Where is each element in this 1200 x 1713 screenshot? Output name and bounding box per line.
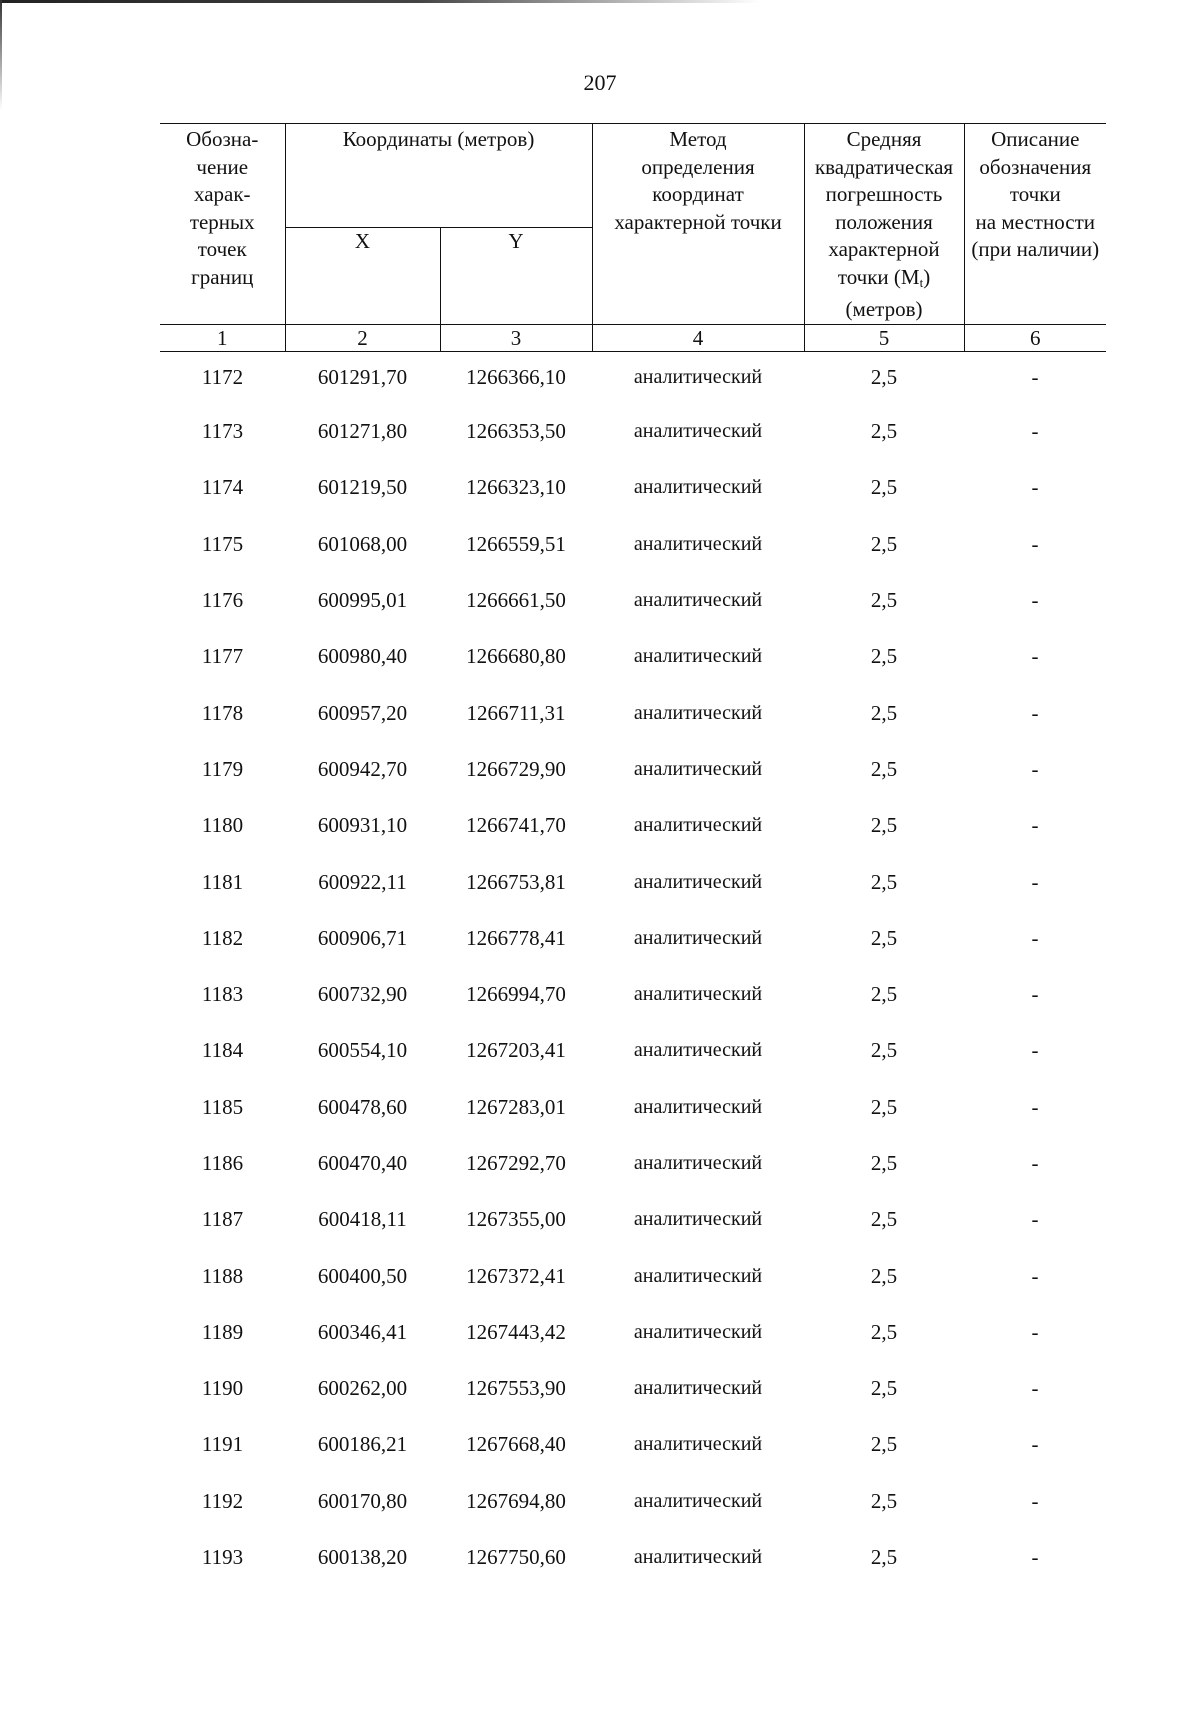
cell-y: 1267443,42	[466, 1319, 566, 1344]
cell-error: 2,5	[870, 925, 898, 950]
cell-x: 600138,20	[317, 1545, 408, 1570]
cell-method: аналитический	[633, 532, 763, 555]
cell-x: 600478,60	[317, 1094, 408, 1119]
table-row	[160, 854, 1106, 910]
cell-method: аналитический	[633, 420, 763, 443]
cell-x: 600732,90	[317, 982, 408, 1007]
cell-y: 1266559,51	[466, 531, 566, 556]
header-line: Метод	[669, 127, 727, 151]
header-line: (метров)	[845, 297, 923, 321]
header-line: (при наличии)	[971, 237, 1100, 261]
cell-x: 600170,80	[317, 1488, 408, 1513]
header-line: характерной точки	[614, 209, 782, 234]
cell-point-id: 1191	[201, 1432, 244, 1457]
column-number: 5	[804, 324, 964, 351]
cell-error: 2,5	[870, 531, 898, 556]
cell-description: -	[1031, 644, 1039, 669]
cell-method: аналитический	[633, 1095, 763, 1118]
cell-method: аналитический	[633, 1039, 763, 1062]
table-row	[160, 685, 1106, 741]
cell-description: -	[1031, 1432, 1039, 1457]
cell-description: -	[1031, 756, 1039, 781]
cell-x: 601271,80	[317, 419, 408, 444]
header-text: точки (M	[837, 264, 920, 289]
cell-error: 2,5	[870, 1038, 898, 1063]
cell-y: 1267750,60	[466, 1545, 566, 1570]
cell-method: аналитический	[633, 1546, 763, 1569]
header-line: на местности	[975, 209, 1095, 234]
cell-y: 1266353,50	[466, 419, 566, 444]
cell-y: 1266729,90	[466, 756, 566, 781]
header-coordinates-group: Координаты (метров)	[285, 124, 592, 228]
cell-description: -	[1031, 1376, 1039, 1401]
table-row	[160, 1192, 1106, 1248]
cell-y: 1266366,10	[466, 365, 566, 389]
coordinates-table	[160, 123, 1106, 1586]
subscript: t	[919, 274, 924, 290]
header-line: точки	[1009, 182, 1061, 206]
header-method	[592, 124, 804, 325]
header-line: погрешность	[825, 182, 943, 206]
cell-error: 2,5	[870, 700, 898, 725]
header-line: квадратическая	[814, 154, 954, 179]
header-line: определения	[641, 154, 755, 179]
table-row	[160, 1023, 1106, 1079]
cell-description: -	[1031, 982, 1039, 1007]
cell-method: аналитический	[633, 1489, 763, 1512]
cell-description: -	[1031, 1207, 1039, 1232]
column-number: 1	[160, 324, 285, 351]
cell-error: 2,5	[870, 1094, 898, 1119]
table-row	[160, 741, 1106, 797]
cell-x: 600957,20	[317, 700, 408, 725]
cell-y: 1267694,80	[466, 1488, 566, 1513]
cell-point-id: 1174	[201, 475, 244, 500]
column-number: 4	[592, 324, 804, 351]
cell-error: 2,5	[870, 1319, 898, 1344]
cell-point-id: 1192	[201, 1488, 244, 1513]
cell-error: 2,5	[870, 1545, 898, 1570]
cell-point-id: 1172	[201, 365, 244, 389]
header-x: X	[285, 227, 440, 324]
header-line: положения	[835, 209, 933, 234]
cell-x: 600995,01	[317, 588, 408, 613]
cell-y: 1266994,70	[466, 982, 566, 1007]
cell-method: аналитический	[633, 1377, 763, 1400]
table-row	[160, 1304, 1106, 1360]
cell-description: -	[1031, 1263, 1039, 1288]
cell-method: аналитический	[633, 645, 763, 668]
scan-edge-top	[0, 0, 760, 3]
cell-error: 2,5	[870, 1376, 898, 1401]
header-line: харак-	[193, 182, 251, 206]
cell-x: 600906,71	[317, 925, 408, 950]
cell-error: 2,5	[870, 419, 898, 444]
table-row	[160, 798, 1106, 854]
cell-point-id: 1189	[201, 1319, 244, 1344]
table-row	[160, 1079, 1106, 1135]
cell-description: -	[1031, 1094, 1039, 1119]
cell-point-id: 1183	[201, 982, 244, 1007]
cell-point-id: 1193	[201, 1545, 244, 1570]
cell-method: аналитический	[633, 926, 763, 949]
header-point-designation	[160, 124, 285, 325]
cell-x: 601291,70	[317, 365, 408, 389]
cell-point-id: 1175	[201, 531, 244, 556]
cell-method: аналитический	[633, 1208, 763, 1231]
cell-y: 1266661,50	[466, 588, 566, 613]
table-row	[160, 1529, 1106, 1585]
cell-y: 1266741,70	[466, 813, 566, 838]
cell-y: 1266680,80	[466, 644, 566, 669]
table-row	[160, 1473, 1106, 1529]
cell-error: 2,5	[870, 475, 898, 500]
cell-description: -	[1031, 588, 1039, 613]
cell-y: 1267292,70	[466, 1151, 566, 1175]
table-body	[160, 351, 1106, 1586]
cell-description: -	[1031, 869, 1039, 894]
cell-description: -	[1031, 1038, 1039, 1063]
cell-method: аналитический	[633, 1433, 763, 1456]
cell-error: 2,5	[870, 1263, 898, 1288]
header-line: Описание	[991, 127, 1080, 151]
cell-description: -	[1031, 1319, 1039, 1344]
header-line: характерной	[828, 237, 940, 261]
table-row	[160, 516, 1106, 572]
cell-description: -	[1031, 1151, 1039, 1175]
table-row	[160, 404, 1106, 460]
header-line: Обозна-	[186, 127, 259, 151]
cell-y: 1267372,41	[466, 1263, 566, 1288]
table-row	[160, 1361, 1106, 1417]
header-mean-square-error	[804, 124, 964, 325]
table-row	[160, 572, 1106, 628]
cell-error: 2,5	[870, 869, 898, 894]
column-number: 3	[440, 324, 592, 351]
header-line: точек	[197, 237, 247, 261]
cell-description: -	[1031, 1488, 1039, 1513]
cell-error: 2,5	[870, 365, 898, 389]
cell-y: 1266323,10	[466, 475, 566, 500]
cell-description: -	[1031, 925, 1039, 950]
cell-method: аналитический	[633, 983, 763, 1006]
cell-y: 1267355,00	[466, 1207, 566, 1232]
cell-method: аналитический	[633, 1264, 763, 1287]
cell-y: 1267553,90	[466, 1376, 566, 1401]
page-number: 207	[583, 70, 617, 95]
cell-y: 1267668,40	[466, 1432, 566, 1457]
cell-point-id: 1188	[201, 1263, 244, 1288]
cell-point-id: 1186	[201, 1151, 244, 1175]
cell-error: 2,5	[870, 982, 898, 1007]
cell-x: 600418,11	[318, 1207, 407, 1232]
cell-error: 2,5	[870, 1151, 898, 1175]
cell-method: аналитический	[633, 366, 763, 388]
cell-point-id: 1180	[201, 813, 244, 838]
cell-error: 2,5	[870, 1488, 898, 1513]
cell-description: -	[1031, 365, 1039, 389]
header-line: обозначения	[979, 154, 1092, 179]
cell-method: аналитический	[633, 701, 763, 724]
cell-point-id: 1184	[201, 1038, 244, 1063]
cell-point-id: 1179	[201, 756, 244, 781]
header-line: координат	[652, 182, 744, 206]
table-row	[160, 1248, 1106, 1304]
table-row	[160, 629, 1106, 685]
header-line: границ	[191, 264, 254, 289]
cell-x: 600980,40	[317, 644, 408, 669]
table-row	[160, 460, 1106, 516]
cell-point-id: 1177	[201, 644, 244, 669]
cell-point-id: 1185	[201, 1094, 244, 1119]
cell-method: аналитический	[633, 870, 763, 893]
cell-x: 600922,11	[318, 869, 407, 894]
cell-point-id: 1176	[201, 588, 244, 613]
cell-y: 1267203,41	[466, 1038, 566, 1063]
cell-x: 600400,50	[317, 1263, 408, 1288]
table-row	[160, 910, 1106, 966]
cell-x: 600262,00	[317, 1376, 408, 1401]
header-line: Средняя	[846, 127, 922, 151]
cell-x: 600186,21	[317, 1432, 408, 1457]
table-header	[160, 124, 1106, 352]
table-row	[160, 1417, 1106, 1473]
cell-description: -	[1031, 813, 1039, 838]
cell-method: аналитический	[633, 1320, 763, 1343]
cell-x: 600942,70	[317, 756, 408, 781]
header-line: чение	[196, 154, 249, 179]
cell-description: -	[1031, 531, 1039, 556]
cell-method: аналитический	[633, 757, 763, 780]
cell-error: 2,5	[870, 813, 898, 838]
cell-point-id: 1182	[201, 925, 244, 950]
header-description	[964, 124, 1106, 325]
cell-x: 600470,40	[317, 1151, 408, 1175]
column-number: 6	[964, 324, 1106, 351]
table-row	[160, 351, 1106, 404]
cell-method: аналитический	[633, 589, 763, 612]
cell-x: 601219,50	[317, 475, 408, 500]
header-y: Y	[440, 227, 592, 324]
header-text: )	[923, 264, 931, 289]
cell-y: 1266711,31	[466, 700, 566, 725]
cell-error: 2,5	[870, 644, 898, 669]
cell-point-id: 1187	[201, 1207, 244, 1232]
cell-method: аналитический	[633, 1152, 763, 1174]
cell-y: 1266778,41	[466, 925, 566, 950]
table-row	[160, 1135, 1106, 1191]
coordinates-table-container	[160, 123, 1106, 1586]
cell-y: 1266753,81	[466, 869, 566, 894]
header-line: терных	[189, 209, 255, 234]
cell-x: 601068,00	[317, 531, 408, 556]
cell-x: 600931,10	[317, 813, 408, 838]
cell-x: 600554,10	[317, 1038, 408, 1063]
cell-description: -	[1031, 475, 1039, 500]
cell-x: 600346,41	[317, 1319, 408, 1344]
column-number: 2	[285, 324, 440, 351]
cell-point-id: 1173	[201, 419, 244, 444]
cell-method: аналитический	[633, 814, 763, 837]
cell-description: -	[1031, 419, 1039, 444]
header-line	[807, 264, 962, 297]
cell-error: 2,5	[870, 756, 898, 781]
cell-error: 2,5	[870, 588, 898, 613]
cell-method: аналитический	[633, 476, 763, 499]
cell-error: 2,5	[870, 1207, 898, 1232]
header-numbers-row	[160, 324, 1106, 351]
cell-description: -	[1031, 700, 1039, 725]
cell-description: -	[1031, 1545, 1039, 1570]
cell-point-id: 1181	[201, 869, 244, 894]
cell-point-id: 1190	[201, 1376, 244, 1401]
cell-y: 1267283,01	[466, 1094, 566, 1119]
cell-error: 2,5	[870, 1432, 898, 1457]
table-row	[160, 966, 1106, 1022]
cell-point-id: 1178	[201, 700, 244, 725]
